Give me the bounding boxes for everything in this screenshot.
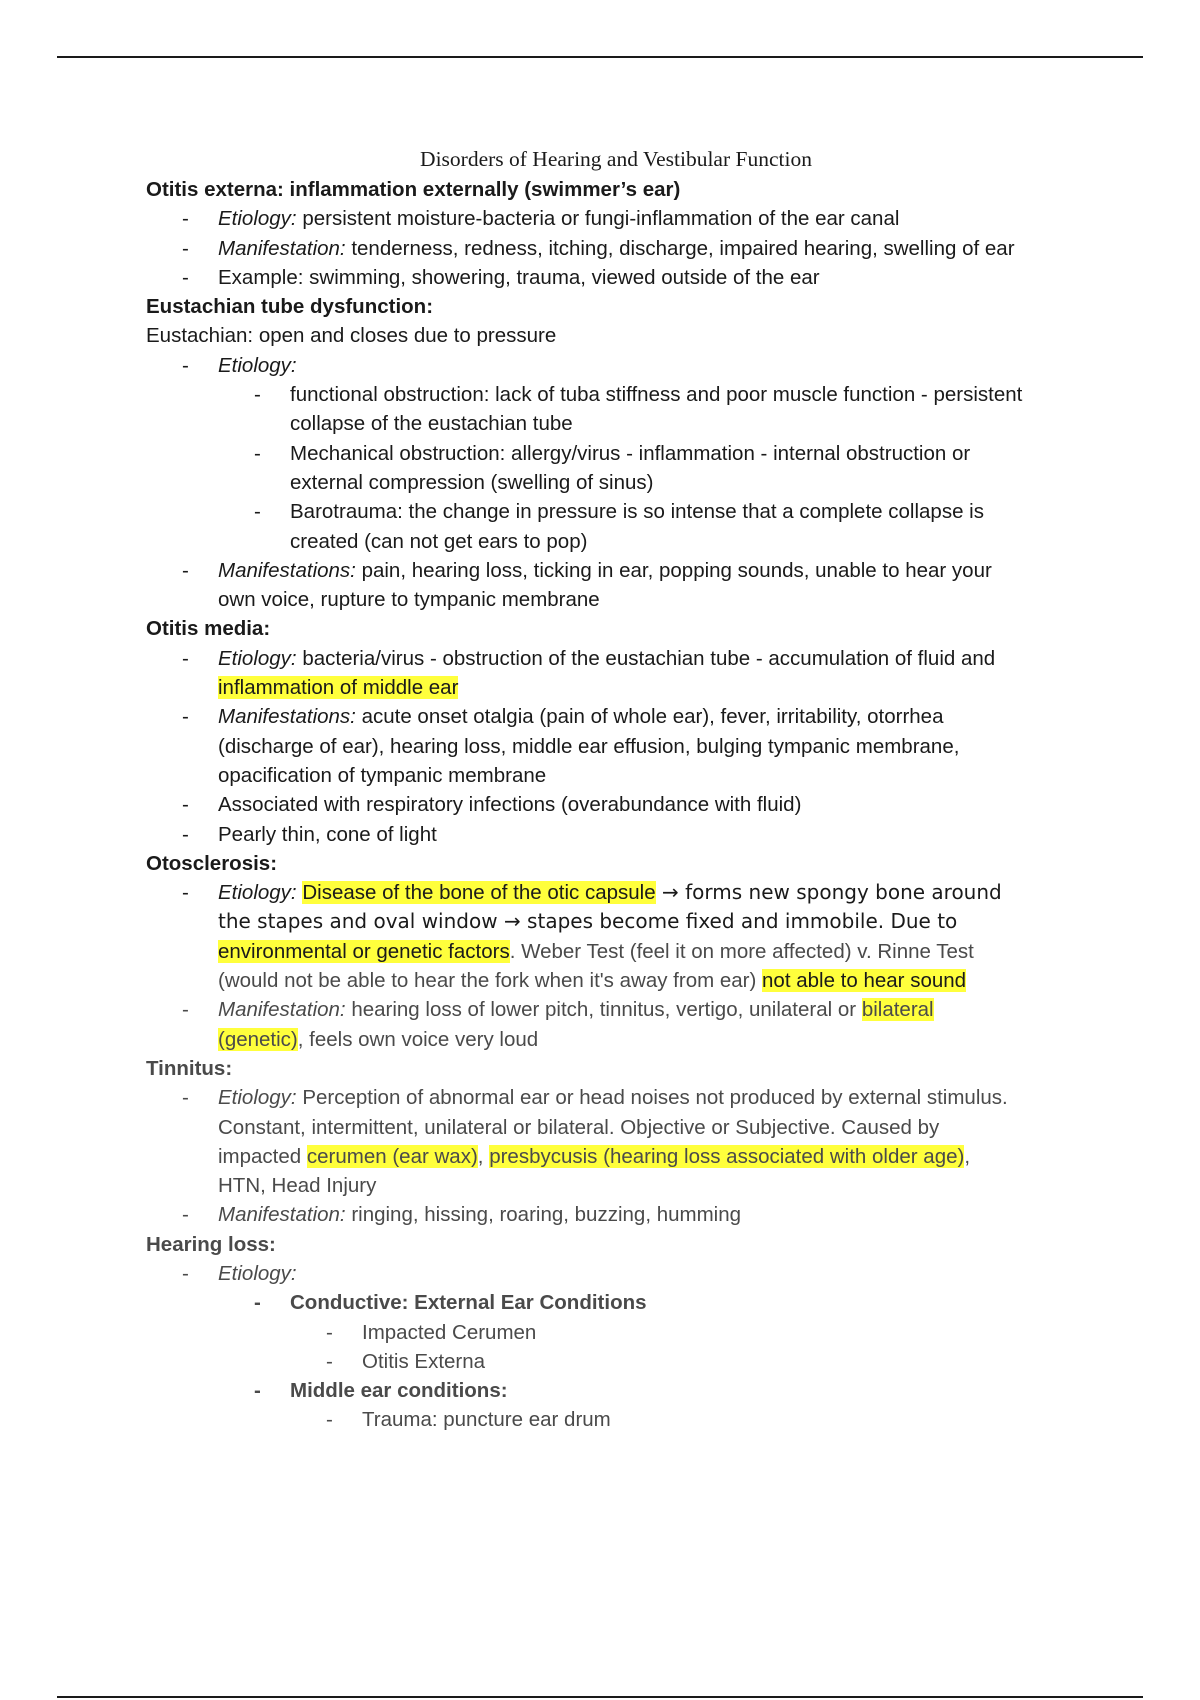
list-item xyxy=(146,820,1096,849)
etiology-label: Etiology: xyxy=(218,1086,297,1110)
list-item xyxy=(146,1288,1096,1317)
bullet-dash: - xyxy=(182,998,189,1022)
bullet-dash: - xyxy=(182,1086,189,1110)
item-text: HTN, Head Injury xyxy=(218,1174,377,1198)
highlighted-text: (genetic) xyxy=(218,1027,298,1051)
etiology-label: Etiology: xyxy=(218,881,297,905)
list-item xyxy=(146,204,1096,233)
section-heading-otitis-media: Otitis media: xyxy=(146,617,271,641)
list-item xyxy=(146,1347,1096,1376)
bullet-dash: - xyxy=(326,1320,333,1344)
highlighted-text: not able to hear sound xyxy=(762,969,967,993)
item-text: Barotrauma: the change in pressure is so intense that a complete collapse is xyxy=(290,500,984,524)
item-text: Perception of abnormal ear or head noises not produced by external stimulus. xyxy=(296,1086,1008,1110)
bullet-dash: - xyxy=(182,558,189,582)
section-heading-tinnitus: Tinnitus: xyxy=(146,1056,233,1080)
manifestation-label: Manifestation: xyxy=(218,236,346,260)
bullet-dash: - xyxy=(254,1379,261,1403)
item-text: external compression (swelling of sinus) xyxy=(290,470,654,494)
bullet-dash: - xyxy=(182,1203,189,1227)
section-heading-otitis-externa: Otitis externa: inflammation externally (swimmer’s ear) xyxy=(146,178,681,201)
list-item xyxy=(146,790,1096,819)
section-heading-hearing-loss: Hearing loss: xyxy=(146,1232,276,1256)
header-rule xyxy=(57,56,1143,58)
manifestation-label: Manifestation: xyxy=(218,998,346,1022)
etiology-label: Etiology: xyxy=(218,353,297,377)
item-text: , xyxy=(964,1144,971,1168)
item-text: bacteria/virus - obstruction of the eustachian tube - accumulation of fluid and xyxy=(296,646,996,670)
bullet-dash: - xyxy=(182,1261,189,1285)
item-text: functional obstruction: lack of tuba stiffness and poor muscle function - persistent xyxy=(290,383,1023,407)
list-item xyxy=(146,1318,1096,1347)
list-item xyxy=(146,1259,1096,1288)
bullet-dash: - xyxy=(182,265,189,289)
bullet-dash: - xyxy=(254,500,261,524)
subheading-middle-ear: Middle ear conditions: xyxy=(290,1379,508,1403)
manifestations-label: Manifestations: xyxy=(218,558,356,582)
etiology-label: Etiology: xyxy=(218,207,297,231)
list-item xyxy=(146,995,1096,1054)
bullet-dash: - xyxy=(182,881,189,905)
item-text: . Weber Test (feel it on more affected) v. Rinne Test xyxy=(509,939,974,963)
list-item xyxy=(146,1200,1096,1229)
bullet-dash: - xyxy=(326,1349,333,1373)
item-text: impacted xyxy=(218,1144,307,1168)
item-text: , feels own voice very loud xyxy=(297,1027,539,1051)
item-text: created (can not get ears to pop) xyxy=(290,529,588,553)
list-item xyxy=(146,380,1096,439)
manifestations-label: Manifestations: xyxy=(218,705,356,729)
item-text: , xyxy=(477,1144,490,1168)
etiology-label: Etiology: xyxy=(218,1261,297,1285)
list-item xyxy=(146,644,1096,703)
item-text: → forms new spongy bone around xyxy=(655,880,1002,905)
bullet-dash: - xyxy=(254,1291,261,1315)
list-item xyxy=(146,1405,1096,1434)
item-text: ringing, hissing, roaring, buzzing, humming xyxy=(345,1203,742,1227)
footer-rule xyxy=(57,1696,1143,1698)
bullet-dash: - xyxy=(182,705,189,729)
list-item xyxy=(146,1083,1096,1200)
list-item xyxy=(146,351,1096,380)
item-text: opacification of tympanic membrane xyxy=(218,763,547,787)
section-heading-eustachian: Eustachian tube dysfunction: xyxy=(146,295,434,319)
item-text: Mechanical obstruction: allergy/virus - inflammation - internal obstruction or xyxy=(290,441,971,465)
bullet-dash: - xyxy=(182,353,189,377)
item-text: Pearly thin, cone of light xyxy=(218,822,437,846)
item-text: (discharge of ear), hearing loss, middle ear effusion, bulging tympanic membrane, xyxy=(218,734,960,758)
highlighted-text: environmental or genetic factors xyxy=(218,939,510,963)
list-item xyxy=(146,497,1096,556)
manifestation-label: Manifestation: xyxy=(218,1203,346,1227)
item-text: acute onset otalgia (pain of whole ear), fever, irritability, otorrhea xyxy=(355,705,944,729)
list-item xyxy=(146,556,1096,615)
item-text: Associated with respiratory infections (overabundance with fluid) xyxy=(218,793,802,817)
etiology-label: Etiology: xyxy=(218,646,297,670)
highlighted-text: bilateral xyxy=(861,998,934,1022)
highlighted-text: Disease of the bone of the otic capsule xyxy=(302,881,656,905)
item-text: own voice, rupture to tympanic membrane xyxy=(218,588,600,612)
item-text: (would not be able to hear the fork when it's away from ear) xyxy=(218,969,763,993)
item-text: Otitis Externa xyxy=(362,1349,486,1373)
item-text: pain, hearing loss, ticking in ear, popping sounds, unable to hear your xyxy=(355,558,992,582)
item-text: Trauma: puncture ear drum xyxy=(362,1408,611,1432)
bullet-dash: - xyxy=(254,383,261,407)
highlighted-text: cerumen (ear wax) xyxy=(306,1144,478,1168)
item-text: the stapes and oval window → stapes become fixed and immobile. Due to xyxy=(218,909,958,934)
bullet-dash: - xyxy=(182,822,189,846)
etiology-text: persistent moisture-bacteria or fungi-inflammation of the ear canal xyxy=(296,207,900,231)
bullet-dash: - xyxy=(182,646,189,670)
bullet-dash: - xyxy=(182,793,189,817)
example-text: Example: swimming, showering, trauma, viewed outside of the ear xyxy=(218,265,820,289)
list-item xyxy=(146,702,1096,790)
manifestation-text: tenderness, redness, itching, discharge, impaired hearing, swelling of ear xyxy=(345,236,1015,260)
highlighted-text: inflammation of middle ear xyxy=(218,676,459,700)
item-text: hearing loss of lower pitch, tinnitus, vertigo, unilateral or xyxy=(345,998,862,1022)
eustachian-intro: Eustachian: open and closes due to pressure xyxy=(146,324,557,348)
section-heading-otosclerosis: Otosclerosis: xyxy=(146,851,278,875)
subheading-conductive: Conductive: External Ear Conditions xyxy=(290,1291,647,1315)
highlighted-text: presbycusis (hearing loss associated with older age) xyxy=(489,1144,965,1168)
bullet-dash: - xyxy=(326,1408,333,1432)
document-title: Disorders of Hearing and Vestibular Function xyxy=(420,147,812,171)
document-body xyxy=(146,143,1096,1435)
list-item xyxy=(146,234,1096,263)
list-item xyxy=(146,878,1096,995)
list-item xyxy=(146,439,1096,498)
list-item xyxy=(146,263,1096,292)
item-text: Constant, intermittent, unilateral or bilateral. Objective or Subjective. Caused by xyxy=(218,1115,940,1139)
bullet-dash: - xyxy=(182,236,189,260)
item-text: Impacted Cerumen xyxy=(362,1320,537,1344)
item-text: collapse of the eustachian tube xyxy=(290,412,573,436)
bullet-dash: - xyxy=(182,207,189,231)
bullet-dash: - xyxy=(254,441,261,465)
list-item xyxy=(146,1376,1096,1405)
